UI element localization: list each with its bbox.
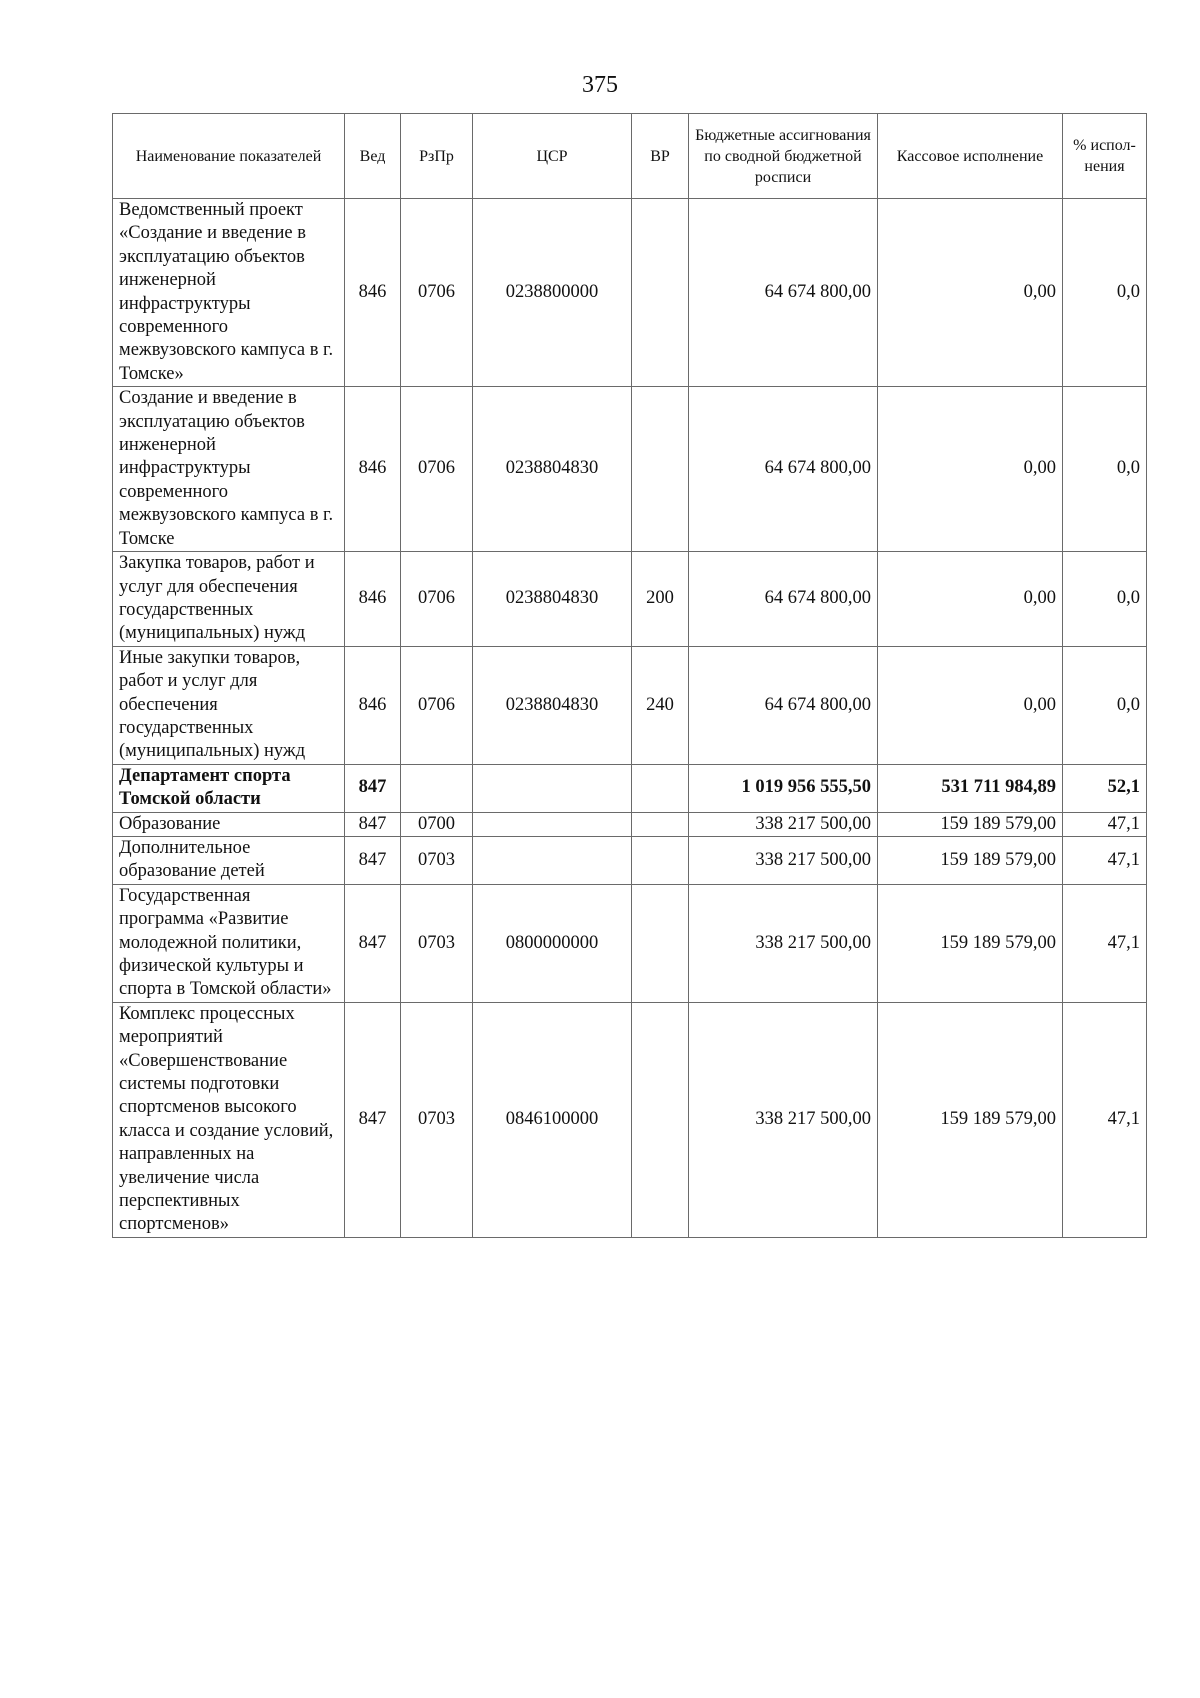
header-csr: ЦСР: [473, 114, 632, 199]
row-rzpr: 0703: [401, 884, 473, 1002]
row-cash-execution: 159 189 579,00: [878, 884, 1063, 1002]
row-cash-execution: 0,00: [878, 646, 1063, 764]
row-csr: [473, 836, 632, 884]
row-percent: 47,1: [1063, 1002, 1147, 1237]
row-percent: 47,1: [1063, 884, 1147, 1002]
row-rzpr: [401, 764, 473, 812]
table-row: [113, 552, 1147, 647]
row-percent: 0,0: [1063, 646, 1147, 764]
row-rzpr: 0703: [401, 836, 473, 884]
row-assignments: 338 217 500,00: [689, 884, 878, 1002]
table-body: [113, 199, 1147, 1238]
header-name: Наименование показателей: [113, 114, 345, 199]
row-csr: 0238804830: [473, 387, 632, 552]
row-assignments: 338 217 500,00: [689, 836, 878, 884]
table-row: [113, 1002, 1147, 1237]
row-ved: 846: [345, 552, 401, 647]
row-rzpr: 0706: [401, 387, 473, 552]
row-vr: [632, 199, 689, 387]
row-ved: 847: [345, 884, 401, 1002]
row-rzpr: 0703: [401, 1002, 473, 1237]
row-cash-execution: 531 711 984,89: [878, 764, 1063, 812]
table-row: [113, 884, 1147, 1002]
row-name: Дополнительное образование детей: [113, 836, 345, 884]
row-name: Иные закупки товаров, работ и услуг для обеспечения государственных (муниципальных) нужд: [113, 646, 345, 764]
table-row: [113, 764, 1147, 812]
row-vr: [632, 1002, 689, 1237]
row-percent: 47,1: [1063, 812, 1147, 836]
row-percent: 0,0: [1063, 387, 1147, 552]
header-assignments: Бюджетные ассигнования по сводной бюджетной росписи: [689, 114, 878, 199]
row-name: Закупка товаров, работ и услуг для обеспечения государственных (муниципальных) нужд: [113, 552, 345, 647]
row-rzpr: 0706: [401, 646, 473, 764]
row-assignments: 64 674 800,00: [689, 646, 878, 764]
row-csr: [473, 812, 632, 836]
row-csr: 0846100000: [473, 1002, 632, 1237]
header-vr: ВР: [632, 114, 689, 199]
table-row: [113, 646, 1147, 764]
row-name: Департамент спорта Томской области: [113, 764, 345, 812]
row-csr: 0238804830: [473, 646, 632, 764]
table-header-row: [113, 114, 1147, 199]
row-rzpr: 0706: [401, 552, 473, 647]
row-cash-execution: 0,00: [878, 552, 1063, 647]
row-assignments: 64 674 800,00: [689, 552, 878, 647]
row-ved: 847: [345, 1002, 401, 1237]
row-csr: 0800000000: [473, 884, 632, 1002]
row-vr: [632, 387, 689, 552]
row-rzpr: 0706: [401, 199, 473, 387]
row-vr: [632, 812, 689, 836]
row-cash-execution: 159 189 579,00: [878, 1002, 1063, 1237]
row-assignments: 1 019 956 555,50: [689, 764, 878, 812]
row-ved: 847: [345, 812, 401, 836]
row-percent: 47,1: [1063, 836, 1147, 884]
header-ved: Вед: [345, 114, 401, 199]
row-rzpr: 0700: [401, 812, 473, 836]
row-percent: 0,0: [1063, 552, 1147, 647]
row-vr: [632, 884, 689, 1002]
row-cash-execution: 0,00: [878, 387, 1063, 552]
row-cash-execution: 0,00: [878, 199, 1063, 387]
row-cash-execution: 159 189 579,00: [878, 836, 1063, 884]
row-ved: 847: [345, 764, 401, 812]
table-row: [113, 199, 1147, 387]
page-number: 375: [582, 72, 618, 98]
row-assignments: 64 674 800,00: [689, 387, 878, 552]
table-row: [113, 387, 1147, 552]
row-name: Ведомственный проект «Создание и введение в эксплуатацию объектов инженерной инфраструктуры современного межвузовского кампуса в г. Томске»: [113, 199, 345, 387]
row-name: Комплекс процессных мероприятий «Совершенствование системы подготовки спортсменов высокого класса и создание условий, направленных на увеличение числа перспективных спортсменов»: [113, 1002, 345, 1237]
table-row: [113, 836, 1147, 884]
header-cash-execution: Кассовое исполнение: [878, 114, 1063, 199]
row-csr: 0238804830: [473, 552, 632, 647]
row-assignments: 338 217 500,00: [689, 1002, 878, 1237]
row-name: Образование: [113, 812, 345, 836]
row-vr: [632, 836, 689, 884]
row-ved: 846: [345, 387, 401, 552]
row-vr: 240: [632, 646, 689, 764]
row-ved: 847: [345, 836, 401, 884]
row-ved: 846: [345, 199, 401, 387]
row-assignments: 64 674 800,00: [689, 199, 878, 387]
row-ved: 846: [345, 646, 401, 764]
row-cash-execution: 159 189 579,00: [878, 812, 1063, 836]
header-percent: % испол-нения: [1063, 114, 1147, 199]
table-row: [113, 812, 1147, 836]
row-csr: 0238800000: [473, 199, 632, 387]
row-vr: 200: [632, 552, 689, 647]
row-percent: 52,1: [1063, 764, 1147, 812]
row-assignments: 338 217 500,00: [689, 812, 878, 836]
header-rzpr: РзПр: [401, 114, 473, 199]
row-percent: 0,0: [1063, 199, 1147, 387]
row-csr: [473, 764, 632, 812]
row-name: Создание и введение в эксплуатацию объектов инженерной инфраструктуры современного межвузовского кампуса в г. Томске: [113, 387, 345, 552]
row-name: Государственная программа «Развитие молодежной политики, физической культуры и спорта в Томской области»: [113, 884, 345, 1002]
row-vr: [632, 764, 689, 812]
budget-table: [112, 113, 1147, 1238]
